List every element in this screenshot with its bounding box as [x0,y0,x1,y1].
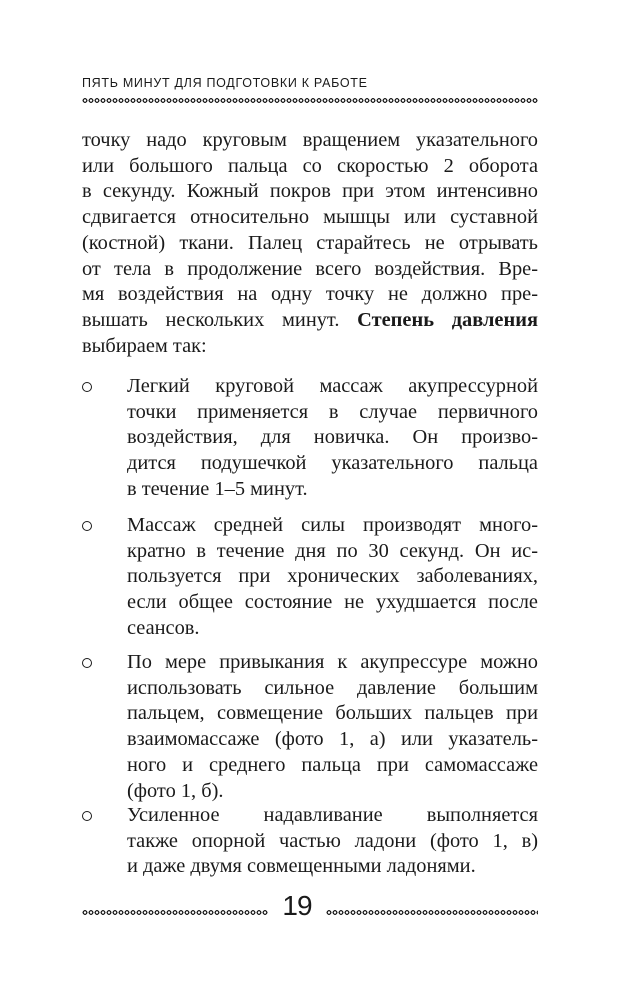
text-fragment: вышать нескольких минут. [82,308,358,331]
text-line: Легкий круговой массаж акупрессурной [127,375,538,397]
text-line: Массаж средней силы производят много- [127,514,538,536]
text-line: Усиленное надавливание выполняется [127,804,538,826]
list-item-text [127,374,538,503]
text-line: По мере привыкания к акупрессуре можно [127,651,538,673]
footer-ornament-left [82,909,268,916]
text-line: если общее состояние не ухудшается после [127,591,538,614]
text-line: выбираем так: [82,334,207,357]
text-line: (фото 1, б). [127,779,224,802]
text-line: сеансов. [127,616,200,639]
text-line: в течение 1–5 минут. [127,477,308,500]
text-line: (костной) ткани. Палец старайтесь не отрывать [82,231,538,254]
footer-ornament-right [326,909,538,916]
list-item-text [127,803,538,880]
text-line: мя воздействия на одну точку не должно пре- [82,283,538,306]
intro-paragraph [82,128,538,359]
text-line: использовать сильное давление большим [127,676,538,699]
text-line: от тела в продолжение всего воздействия. Вре- [82,257,538,280]
text-line: взаимомассаже (фото 1, а) или указатель- [127,728,538,751]
text-line: сдвигается относительно мышцы или суставной [82,206,538,229]
text-line: или большого пальца со скоростью 2 оборота [82,154,538,177]
running-header: ПЯТЬ МИНУТ ДЛЯ ПОДГОТОВКИ К РАБОТЕ [82,76,368,90]
circle-bullet-icon [82,382,92,392]
text-line: и даже двумя совмещенными ладонями. [127,855,476,878]
text-line: также опорной частью ладони (фото 1, в) [127,829,538,852]
text-line: дится подушечкой указательного пальца [127,452,538,475]
list-item-text [127,513,538,642]
text-line: точку надо круговым вращением указательного [82,129,538,151]
text-line: кратно в течение дня по 30 секунд. Он ис- [127,539,538,562]
text-line [82,308,538,334]
header-ornament-divider [82,97,538,104]
circle-bullet-icon [82,658,92,668]
text-line: ного и среднего пальца при самомассаже [127,753,538,776]
bold-term: Степень давления [357,308,538,331]
text-line: точки применяется в случае первичного [127,400,538,423]
text-line: пальцем, совмещение больших пальцев при [127,702,538,725]
circle-bullet-icon [82,811,92,821]
text-line: пользуется при хронических заболеваниях, [127,565,538,588]
text-line: воздействия, для новичка. Он произво- [127,426,538,449]
text-line: в секунду. Кожный покров при этом интенсивно [82,180,538,203]
list-item-text [127,650,538,804]
circle-bullet-icon [82,521,92,531]
page-number: 19 [282,890,312,921]
